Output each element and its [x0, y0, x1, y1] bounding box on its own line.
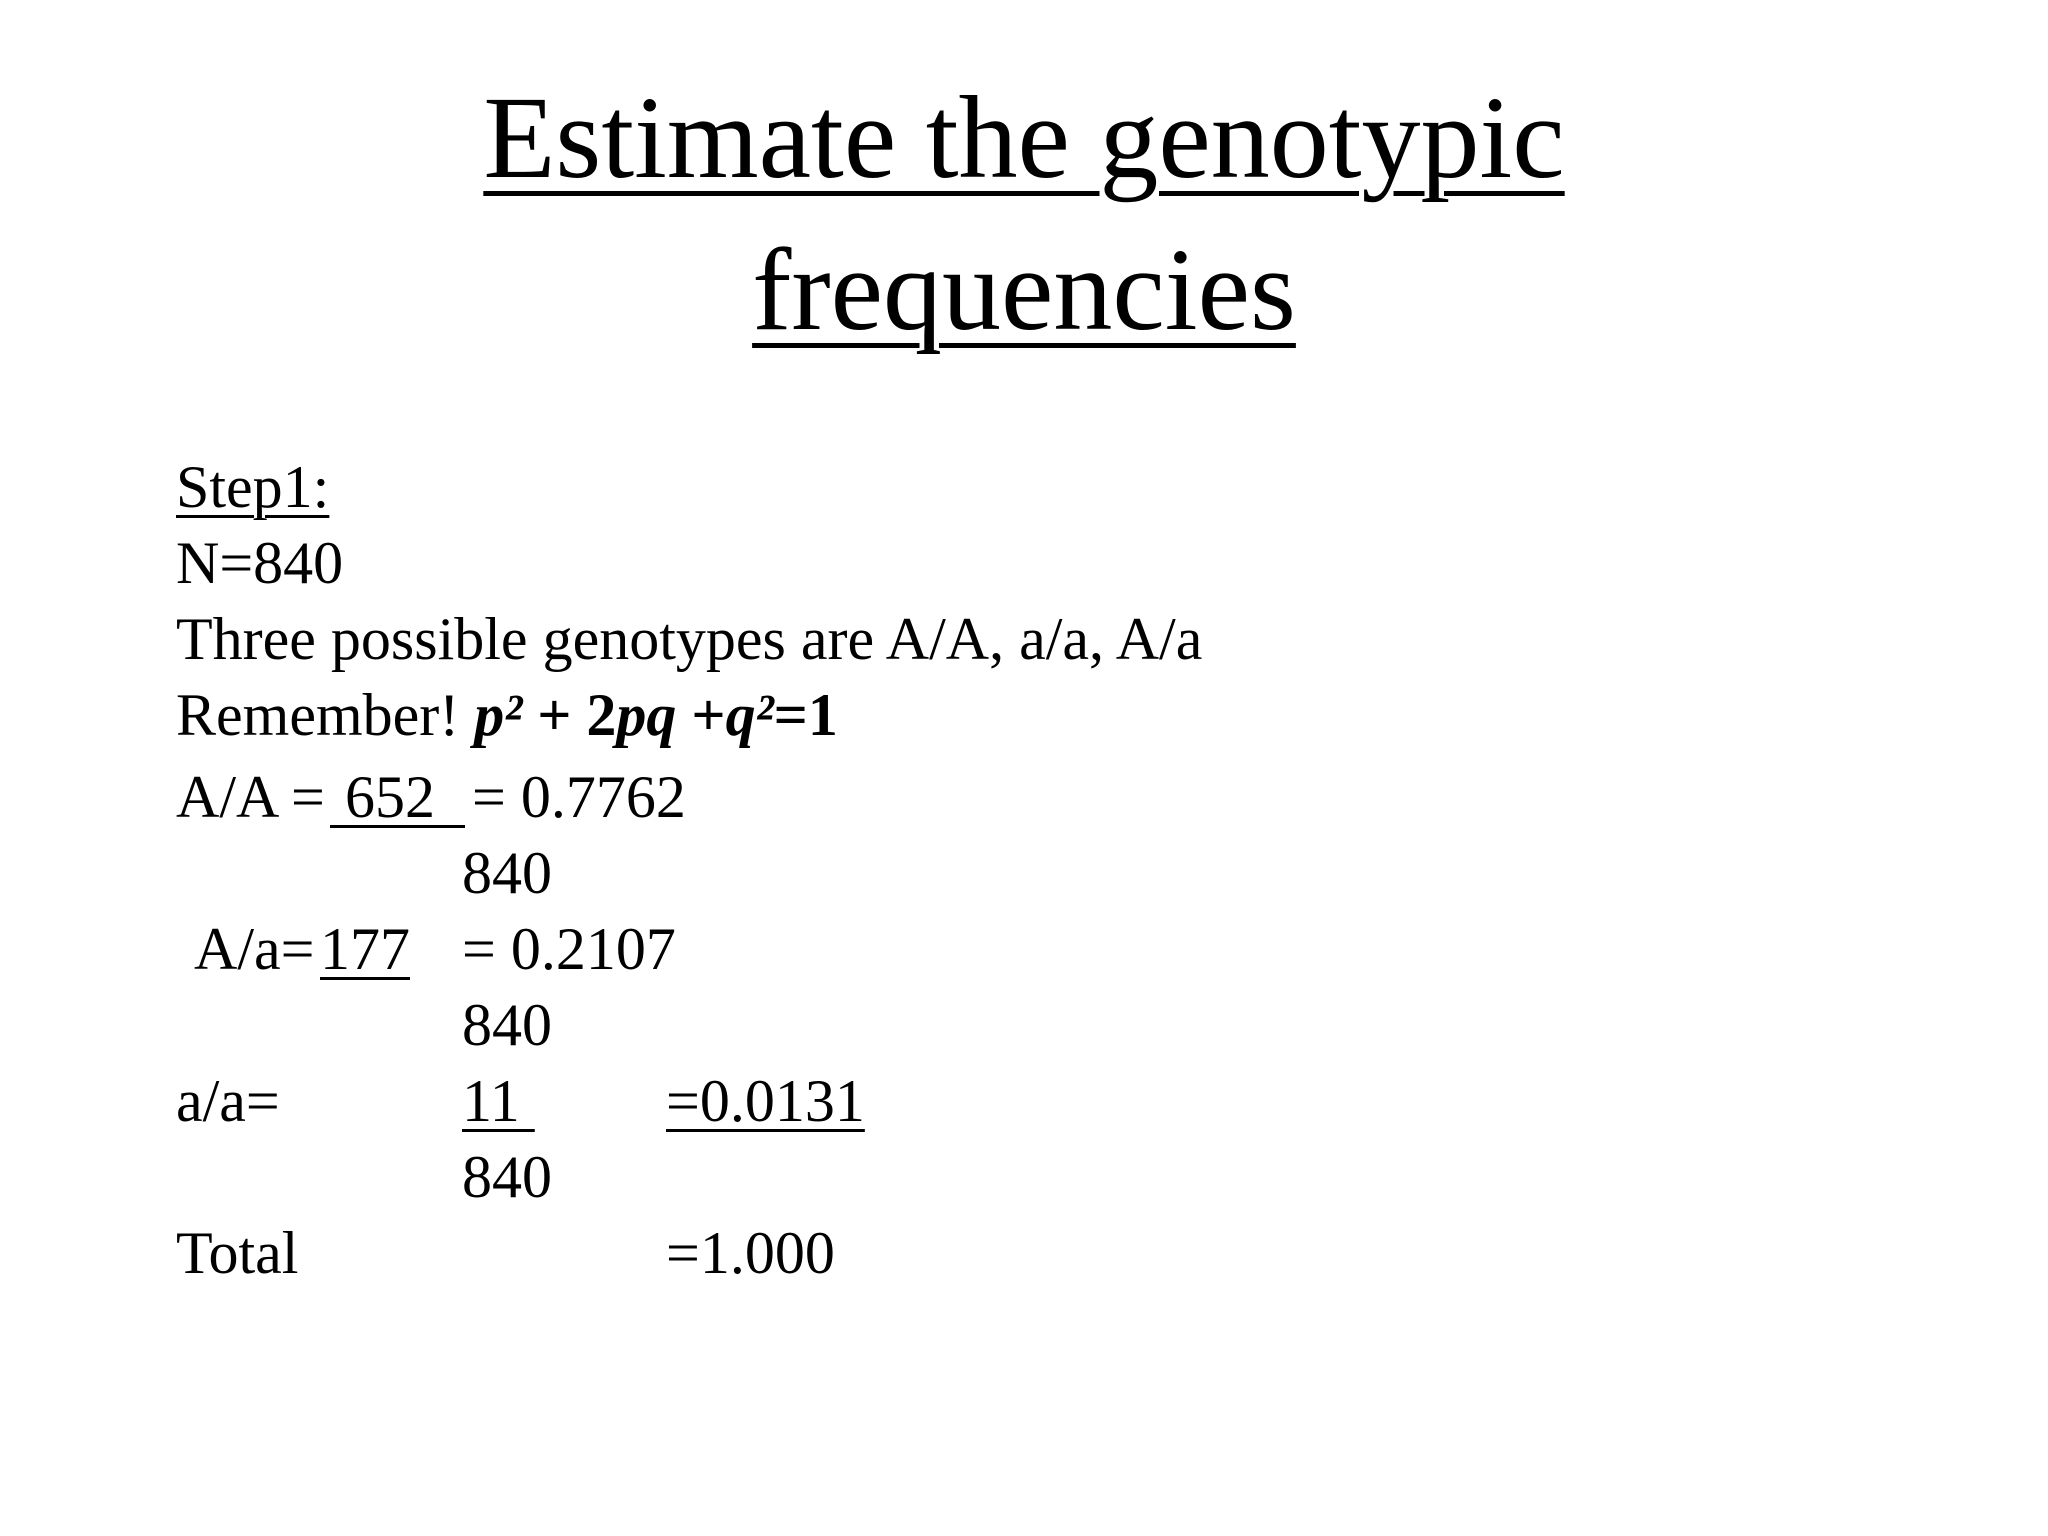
slide-title	[0, 62, 2048, 366]
recessive-result: =0.0131	[666, 1068, 865, 1134]
formula-p2: p²	[474, 682, 523, 748]
recessive-numerator: 11	[462, 1068, 535, 1134]
heterozygous-numerator: 177	[320, 916, 410, 982]
aa-homozygous-denominator: 840	[462, 840, 552, 906]
total-result: =1.000	[666, 1220, 835, 1286]
total-label: Total	[176, 1220, 299, 1286]
recessive-denominator: 840	[462, 1144, 552, 1210]
recessive-label: a/a=	[176, 1068, 280, 1134]
formula-pq: pq	[616, 682, 677, 748]
aa-homozygous-result: = 0.7762	[472, 764, 686, 830]
step-label: Step1:	[176, 454, 330, 520]
heterozygous-result: = 0.2107	[462, 916, 676, 982]
formula-eq: =1	[773, 682, 838, 748]
title-line-1: Estimate the genotypic	[483, 72, 1565, 203]
title-line-2: frequencies	[752, 224, 1296, 355]
heterozygous-denominator: 840	[462, 992, 552, 1058]
formula-q2: q²	[725, 682, 774, 748]
genotypes-line: Three possible genotypes are A/A, a/a, A/a	[176, 606, 1203, 672]
heterozygous-label: A/a=	[194, 916, 315, 982]
formula-plus-2: +	[676, 682, 726, 748]
remember-line	[176, 680, 838, 750]
aa-homozygous-label: A/A =	[176, 764, 325, 830]
formula-plus-1: + 2	[522, 682, 617, 748]
aa-homozygous-numerator: 652	[330, 764, 465, 830]
n-line: N=840	[176, 530, 344, 596]
remember-prefix: Remember!	[176, 682, 475, 748]
